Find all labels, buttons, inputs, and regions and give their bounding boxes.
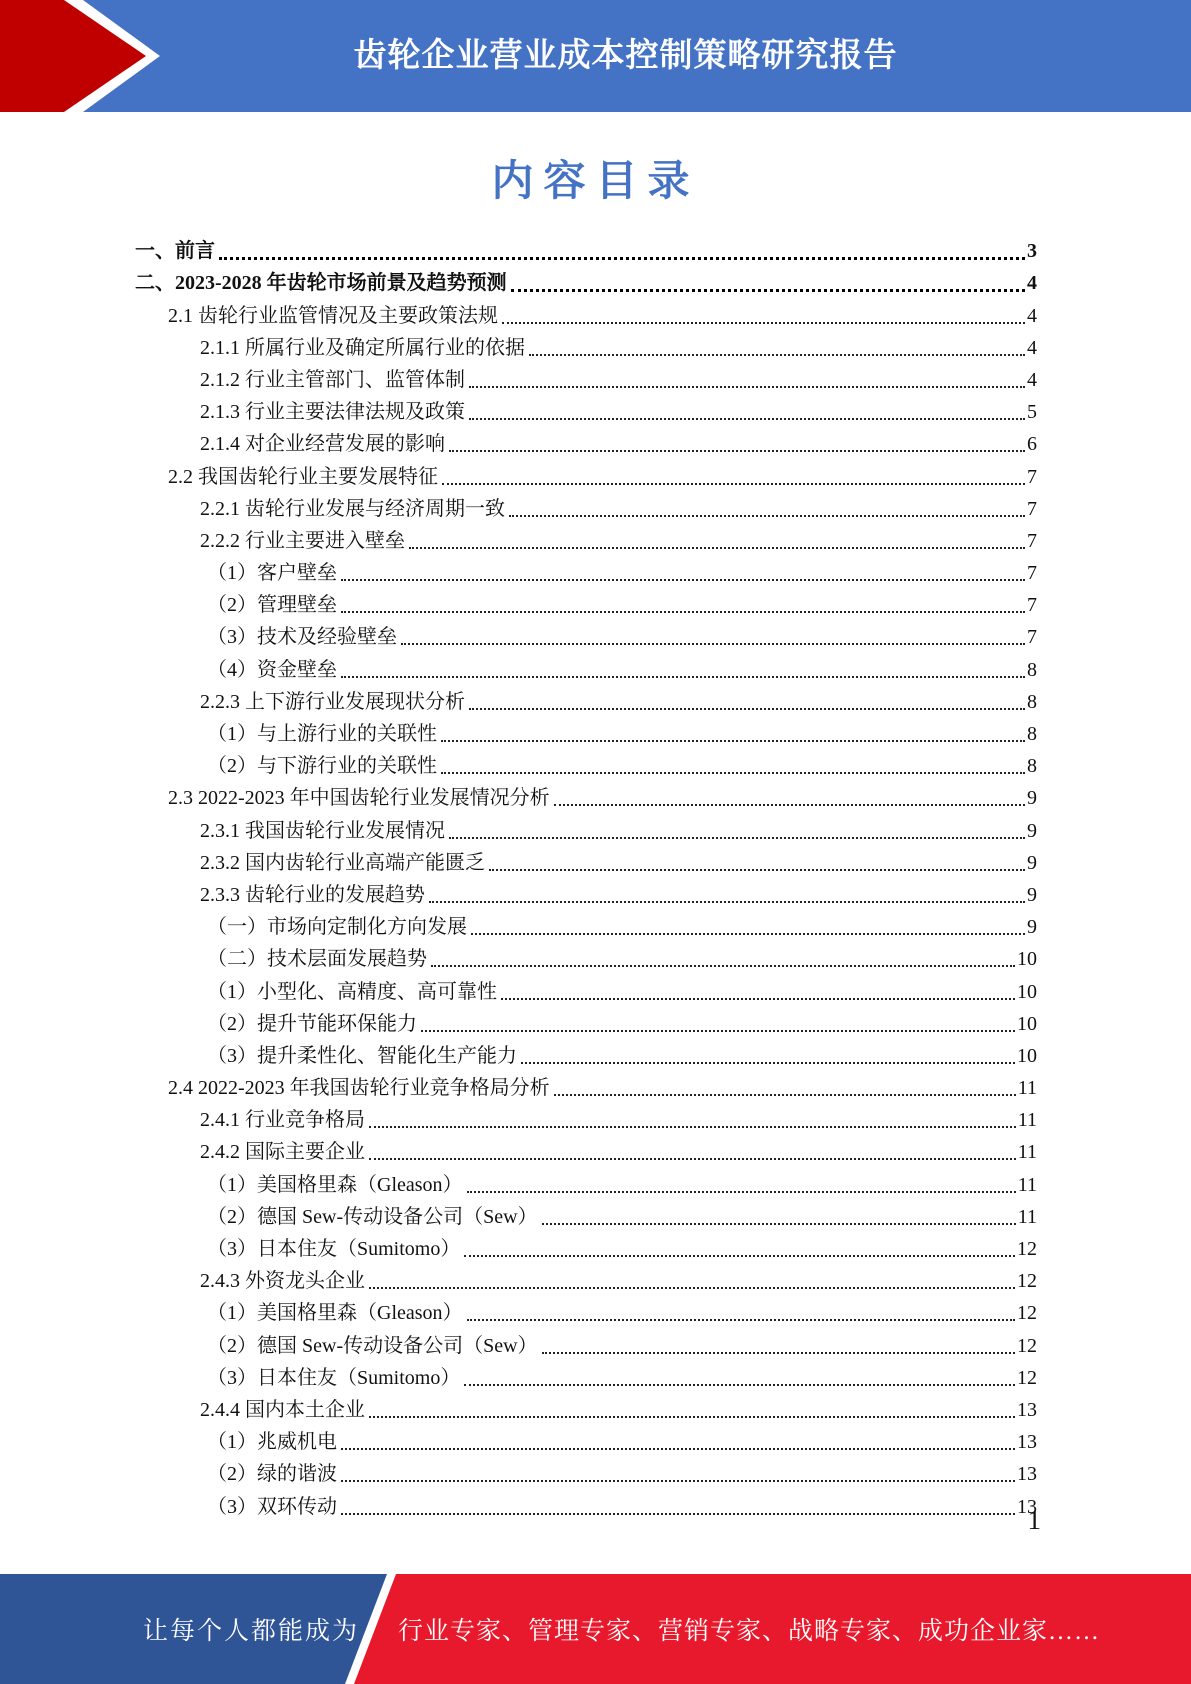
toc-entry-text: 2.2.1 齿轮行业发展与经济周期一致	[200, 497, 505, 520]
toc-entry-page: 12	[1017, 1238, 1037, 1260]
dotted-leader	[501, 998, 1015, 1000]
dotted-leader	[429, 901, 1025, 903]
toc-entry-page: 8	[1027, 658, 1037, 681]
dotted-leader	[421, 1030, 1015, 1032]
toc-entry-text: （一）市场向定制化方向发展	[207, 916, 467, 939]
toc-entry-text: （二）技术层面发展趋势	[207, 948, 427, 971]
toc-entry[interactable]	[135, 331, 1037, 363]
toc-entry-page: 10	[1017, 980, 1037, 1003]
toc-entry[interactable]	[135, 1039, 1037, 1071]
dotted-leader	[542, 1352, 1015, 1354]
toc-entry-page: 4	[1027, 304, 1037, 327]
toc-entry[interactable]	[135, 781, 1037, 813]
toc-entry-page: 7	[1027, 497, 1037, 520]
toc-entry-text: （2）德国 Sew-传动设备公司（Sew）	[207, 1205, 538, 1228]
toc-entry-text: （2）与下游行业的关联性	[207, 755, 437, 778]
toc-entry[interactable]	[135, 1264, 1037, 1296]
dotted-leader	[341, 1513, 1015, 1515]
toc-entry-text: （2）管理壁垒	[207, 594, 337, 617]
toc-entry-page: 13	[1017, 1398, 1037, 1421]
toc-entry[interactable]	[135, 427, 1037, 459]
toc-entry-text: 2.4 2022-2023 年我国齿轮行业竞争格局分析	[168, 1077, 550, 1100]
dotted-leader	[369, 1126, 1016, 1128]
toc-entry-text: 2.2 我国齿轮行业主要发展特征	[168, 465, 438, 488]
dotted-leader	[449, 450, 1025, 452]
toc-entry-text: （3）技术及经验壁垒	[207, 626, 397, 649]
toc-entry-page: 11	[1017, 1205, 1037, 1228]
toc-entry-page: 9	[1027, 787, 1037, 810]
toc-entry-page: 12	[1017, 1334, 1037, 1357]
toc-entry-page: 8	[1027, 755, 1037, 778]
toc-entry-text: 2.1.3 行业主要法律法规及政策	[200, 401, 465, 424]
dotted-leader	[431, 965, 1015, 967]
toc-entry[interactable]	[135, 1457, 1037, 1489]
toc-entry-page: 13	[1017, 1463, 1037, 1486]
toc-entry-text: 2.3.3 齿轮行业的发展趋势	[200, 883, 425, 906]
toc-entry[interactable]	[135, 652, 1037, 684]
toc-entry-page: 10	[1017, 948, 1037, 971]
dotted-leader	[369, 1158, 1016, 1160]
toc-entry-text: 2.4.3 外资龙头企业	[200, 1270, 365, 1293]
toc-entry-text: 2.4.1 行业竞争格局	[200, 1109, 365, 1132]
toc-entry[interactable]	[135, 234, 1037, 266]
toc-entry[interactable]	[135, 717, 1037, 749]
toc-entry-page: 12	[1017, 1366, 1037, 1389]
toc-entry-text: 2.3.2 国内齿轮行业高端产能匮乏	[200, 851, 485, 874]
dotted-leader	[469, 708, 1025, 710]
toc-entry-text: 二、2023-2028 年齿轮市场前景及趋势预测	[135, 272, 507, 295]
toc-entry-text: 一、前言	[135, 240, 215, 263]
toc-entry-text: （1）兆威机电	[207, 1431, 337, 1454]
dotted-leader	[341, 1448, 1015, 1450]
toc-entry[interactable]	[135, 1296, 1037, 1328]
toc-entry-page: 9	[1027, 851, 1037, 874]
toc-entry-page: 5	[1027, 401, 1037, 424]
toc-entry[interactable]	[135, 1071, 1037, 1103]
toc-entry-page: 6	[1027, 433, 1037, 456]
toc-entry-text: （3）日本住友（Sumitomo）	[207, 1366, 461, 1389]
toc-entry-text: 2.3.1 我国齿轮行业发展情况	[200, 819, 445, 842]
toc-entry-text: 2.1.2 行业主管部门、监管体制	[200, 368, 465, 391]
toc-entry-page: 7	[1027, 562, 1037, 585]
toc-entry-text: （1）美国格里森（Gleason）	[207, 1173, 463, 1196]
toc-entry[interactable]	[135, 878, 1037, 910]
dotted-leader	[554, 1094, 1016, 1096]
toc-entry[interactable]	[135, 1361, 1037, 1393]
toc-entry[interactable]	[135, 1200, 1037, 1232]
toc-entry[interactable]	[135, 1232, 1037, 1264]
toc-entry-page: 9	[1027, 883, 1037, 906]
toc-entry-text: （1）与上游行业的关联性	[207, 723, 437, 745]
dotted-leader	[449, 837, 1025, 839]
toc-entry-page: 7	[1027, 626, 1037, 649]
toc-entry[interactable]	[135, 974, 1037, 1006]
toc-entry[interactable]	[135, 556, 1037, 588]
toc-entry[interactable]	[135, 588, 1037, 620]
toc-entry[interactable]	[135, 620, 1037, 652]
dotted-leader	[509, 515, 1025, 517]
toc-list	[135, 234, 1037, 1522]
toc-entry-text: 2.1.4 对企业经营发展的影响	[200, 433, 445, 456]
dotted-leader	[467, 1319, 1015, 1321]
toc-entry-text: 2.2.2 行业主要进入壁垒	[200, 529, 405, 552]
header-band	[0, 0, 1191, 112]
dotted-leader	[409, 547, 1025, 549]
toc-entry-text: 2.3 2022-2023 年中国齿轮行业发展情况分析	[168, 787, 550, 810]
dotted-leader	[341, 579, 1025, 581]
toc-entry[interactable]	[135, 749, 1037, 781]
toc-entry-page: 7	[1027, 465, 1037, 488]
dotted-leader	[369, 1287, 1015, 1289]
dotted-leader	[529, 354, 1025, 356]
footer-band	[0, 1574, 1191, 1684]
dotted-leader	[511, 289, 1025, 292]
toc-entry-page: 12	[1017, 1302, 1037, 1325]
toc-entry[interactable]	[135, 363, 1037, 395]
toc-entry[interactable]	[135, 1328, 1037, 1360]
toc-entry[interactable]	[135, 942, 1037, 974]
page-number: 1	[1027, 1505, 1041, 1535]
dotted-leader	[469, 386, 1025, 388]
toc-entry-text: 2.1.1 所属行业及确定所属行业的依据	[200, 336, 525, 359]
dotted-leader	[401, 643, 1025, 645]
dotted-leader	[502, 322, 1025, 324]
dotted-leader	[489, 869, 1025, 871]
toc-entry[interactable]	[135, 459, 1037, 491]
toc-entry[interactable]	[135, 1007, 1037, 1039]
toc-entry-text: （2）绿的谐波	[207, 1463, 337, 1486]
toc-entry[interactable]	[135, 1489, 1037, 1521]
toc-entry-text: 2.4.4 国内本土企业	[200, 1398, 365, 1421]
dotted-leader	[521, 1062, 1015, 1064]
toc-entry-text: 2.2.3 上下游行业发展现状分析	[200, 690, 465, 713]
toc-entry-text: 2.4.2 国际主要企业	[200, 1141, 365, 1164]
toc-entry-text: （1）客户壁垒	[207, 562, 337, 585]
toc-entry[interactable]	[135, 1167, 1037, 1199]
toc-entry-text: （3）提升柔性化、智能化生产能力	[207, 1044, 517, 1067]
toc-entry-page: 9	[1027, 819, 1037, 842]
toc-entry-page: 4	[1027, 272, 1037, 295]
toc-entry-page: 7	[1027, 529, 1037, 552]
dotted-leader	[341, 1480, 1015, 1482]
toc-entry-page: 13	[1017, 1431, 1037, 1454]
toc-entry-page: 4	[1027, 368, 1037, 391]
toc-entry-text: （1）美国格里森（Gleason）	[207, 1302, 463, 1325]
toc-entry-page: 13	[1017, 1495, 1037, 1518]
toc-entry-page: 8	[1027, 690, 1037, 713]
toc-entry-page: 8	[1027, 723, 1037, 745]
toc-entry-page: 11	[1017, 1141, 1037, 1164]
dotted-leader	[219, 257, 1025, 260]
toc-entry[interactable]	[135, 1425, 1037, 1457]
toc-entry-page: 3	[1027, 240, 1037, 263]
report-title: 齿轮企业营业成本控制策略研究报告	[353, 35, 898, 73]
dotted-leader	[464, 1384, 1015, 1386]
toc-entry-text: （1）小型化、高精度、高可靠性	[207, 980, 497, 1003]
toc-entry[interactable]	[135, 685, 1037, 717]
dotted-leader	[464, 1255, 1015, 1257]
toc-entry-page: 9	[1027, 916, 1037, 939]
footer-slogan-left: 让每个人都能成为	[143, 1618, 360, 1645]
toc-entry-page: 11	[1017, 1077, 1037, 1100]
dotted-leader	[554, 804, 1025, 806]
dotted-leader	[542, 1223, 1016, 1225]
dotted-leader	[442, 483, 1025, 485]
toc-entry[interactable]	[135, 910, 1037, 942]
toc-entry-text: （3）双环传动	[207, 1495, 337, 1518]
toc-entry-text: 2.1 齿轮行业监管情况及主要政策法规	[168, 304, 498, 327]
toc-entry[interactable]	[135, 846, 1037, 878]
toc-entry[interactable]	[135, 813, 1037, 845]
toc-entry-page: 10	[1017, 1044, 1037, 1067]
toc-entry-text: （4）资金壁垒	[207, 658, 337, 681]
toc-entry[interactable]	[135, 266, 1037, 298]
toc-entry[interactable]	[135, 298, 1037, 330]
toc-entry-page: 11	[1017, 1173, 1037, 1196]
dotted-leader	[471, 933, 1025, 935]
dotted-leader	[341, 676, 1025, 678]
toc-entry[interactable]	[135, 1393, 1037, 1425]
toc-entry[interactable]	[135, 492, 1037, 524]
toc-entry-page: 12	[1017, 1270, 1037, 1293]
toc-entry[interactable]	[135, 1135, 1037, 1167]
dotted-leader	[469, 418, 1025, 420]
toc-entry[interactable]	[135, 524, 1037, 556]
toc-heading: 内容目录	[491, 159, 700, 205]
dotted-leader	[341, 611, 1025, 613]
toc-entry-page: 4	[1027, 336, 1037, 359]
toc-entry[interactable]	[135, 395, 1037, 427]
toc-entry-page: 10	[1017, 1012, 1037, 1035]
toc-entry-page: 11	[1017, 1109, 1037, 1132]
footer-slogan-right: 行业专家、管理专家、营销专家、战略专家、成功企业家……	[398, 1618, 1101, 1645]
dotted-leader	[441, 772, 1025, 774]
dotted-leader	[441, 740, 1025, 742]
toc-entry-text: （2）提升节能环保能力	[207, 1012, 417, 1035]
toc-entry-text: （2）德国 Sew-传动设备公司（Sew）	[207, 1334, 538, 1357]
dotted-leader	[369, 1416, 1015, 1418]
toc-entry[interactable]	[135, 1103, 1037, 1135]
dotted-leader	[467, 1191, 1016, 1193]
toc-entry-page: 7	[1027, 594, 1037, 617]
toc-entry-text: （3）日本住友（Sumitomo）	[207, 1238, 461, 1260]
